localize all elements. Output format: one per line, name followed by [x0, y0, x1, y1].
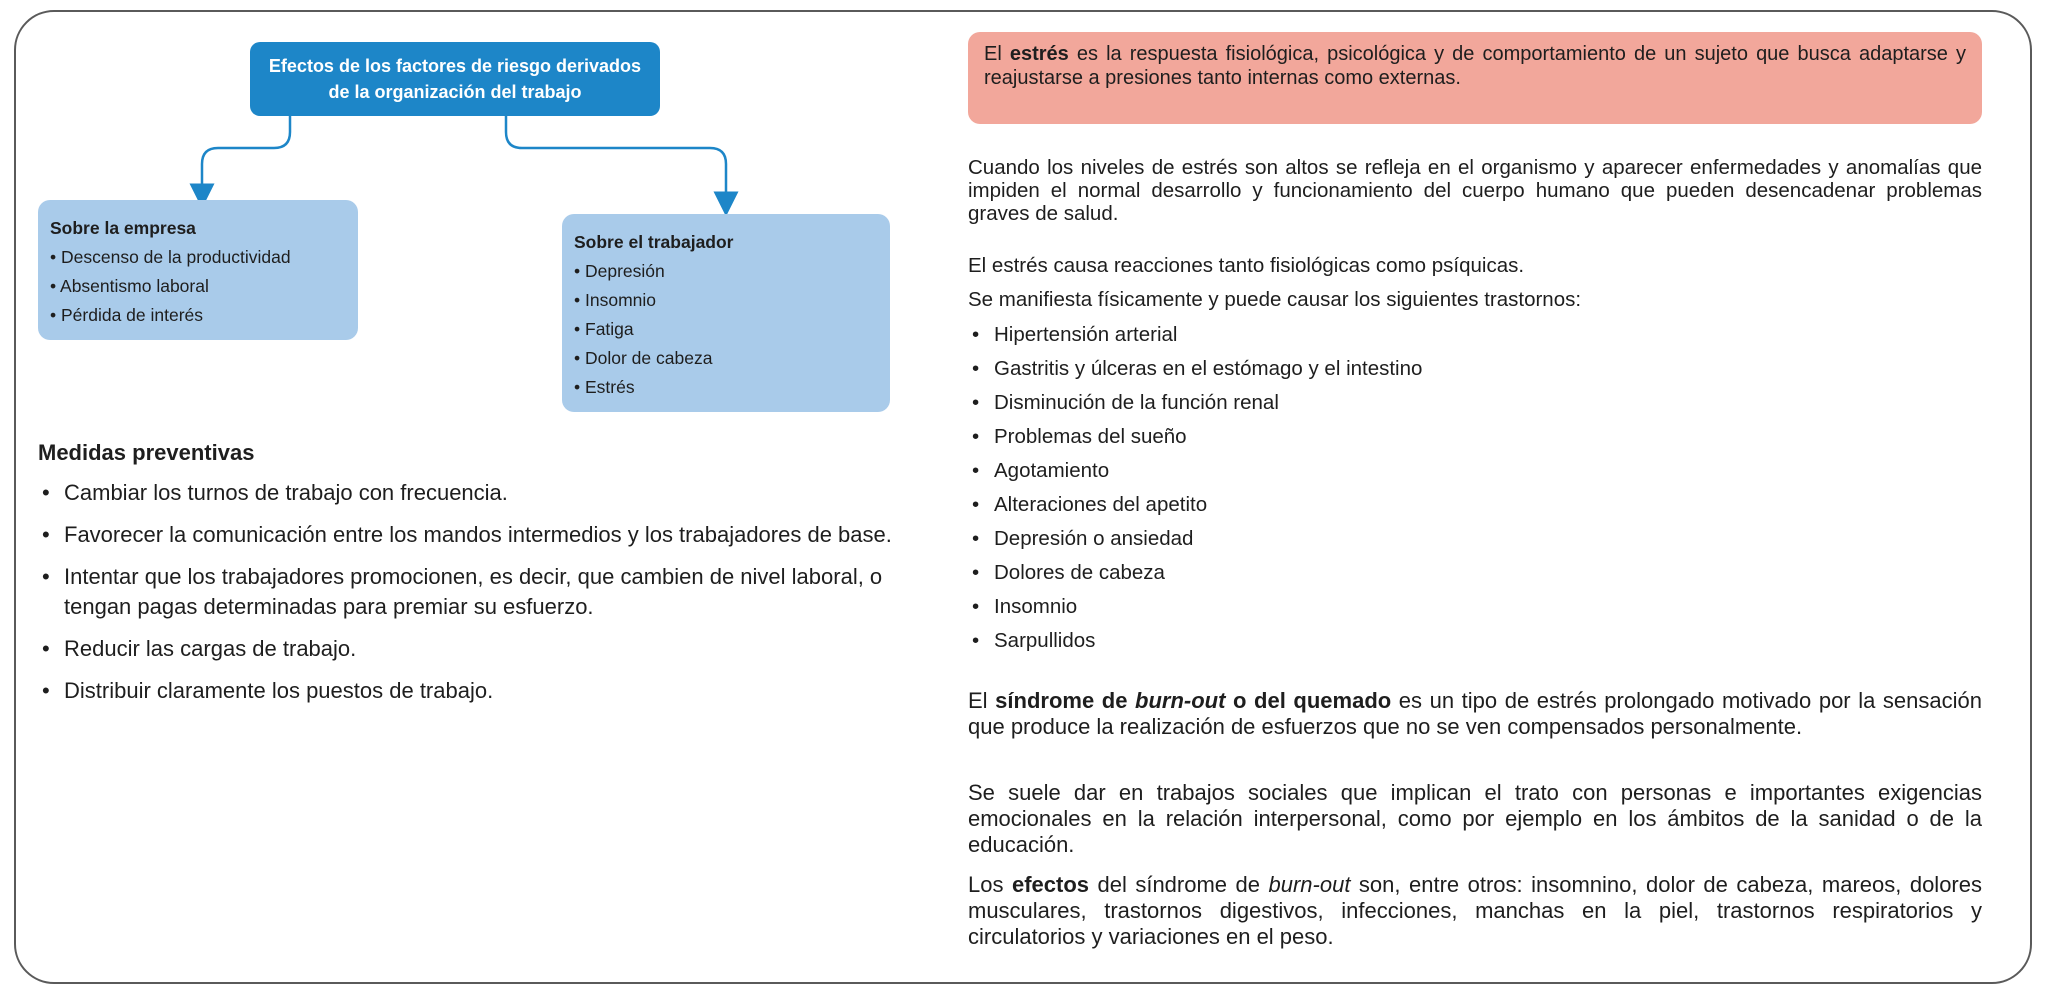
trabajador-item: • Estrés [574, 373, 878, 402]
p6-italic: burn-out [1268, 872, 1351, 897]
medida-item: • Reducir las cargas de trabajo. [38, 634, 918, 664]
symptom-item: • Depresión o ansiedad [968, 522, 1422, 556]
estres-paragraph-2: El estrés causa reacciones tanto fisiológicas como psíquicas. [968, 254, 1525, 277]
empresa-title: Sobre la empresa [50, 218, 196, 238]
symptom-item: • Dolores de cabeza [968, 556, 1422, 590]
burnout-paragraph-1 [968, 688, 1982, 740]
p4-pre: El [968, 688, 996, 713]
estres-paragraph-3: Se manifiesta físicamente y puede causar los siguientes trastornos: [968, 288, 1582, 311]
estres-definition-box [968, 32, 1982, 124]
medida-item: • Favorecer la comunicación entre los mandos intermedios y los trabajadores de base. [38, 520, 918, 550]
symptom-item: • Alteraciones del apetito [968, 488, 1422, 522]
connector-left [202, 116, 290, 196]
p4-term3: o del quemado [1225, 688, 1392, 713]
p4-term2: burn-out [1135, 688, 1226, 713]
empresa-item: • Descenso de la productividad [50, 243, 346, 272]
p4-post: es un tipo de estrés prolongado motivado por la sensación que produce la realización de esfuerzos que no se ven compensados personalmente. [968, 688, 1982, 739]
p6-post: son, entre otros: insomnino, dolor de cabeza, mareos, dolores musculares, trastornos digestivos, infecciones, manchas en la piel, trastornos respiratorios y circulatorios y variaciones en el peso. [968, 872, 1982, 949]
symptom-item: • Insomnio [968, 590, 1422, 624]
empresa-item: • Absentismo laboral [50, 272, 346, 301]
p6-pre: Los [968, 872, 1012, 897]
medidas-title: Medidas preventivas [38, 440, 255, 465]
trabajador-item: • Insomnio [574, 286, 878, 315]
symptom-item: • Gastritis y úlceras en el estómago y el intestino [968, 352, 1422, 386]
p6-mid: del síndrome de [1089, 872, 1269, 897]
empresa-item: • Pérdida de interés [50, 301, 346, 330]
symptom-item: • Hipertensión arterial [968, 318, 1422, 352]
estres-paragraph-1: Cuando los niveles de estrés son altos se refleja en el organismo y aparecer enfermedades y anomalías que impiden el normal desarrollo y funcionamiento del cuerpo humano que pueden desencadenar problemas graves de salud. [968, 156, 1982, 225]
def-term: estrés [1009, 43, 1069, 65]
p6-term: efectos [1011, 872, 1090, 897]
diagram-root-line-2: de la organización del trabajo [328, 82, 582, 102]
burnout-paragraph-2: Se suele dar en trabajos sociales que implican el trato con personas e importantes exigencias emocionales en la relación interpersonal, como por ejemplo en los ámbitos de la sanidad o de la educación. [968, 780, 1982, 857]
trabajador-item: • Fatiga [574, 315, 878, 344]
symptom-item: • Agotamiento [968, 454, 1422, 488]
diagram-root-line-1: Efectos de los factores de riesgo derivados [268, 56, 642, 76]
trabajador-item: • Dolor de cabeza [574, 344, 878, 373]
diagram-box-empresa [38, 200, 358, 340]
burnout-paragraph-3 [968, 872, 1982, 950]
medidas-list [38, 478, 918, 718]
trabajador-item: • Depresión [574, 257, 878, 286]
symptoms-list [968, 318, 1422, 658]
trabajador-title: Sobre el trabajador [574, 232, 734, 252]
symptom-item: • Disminución de la función renal [968, 386, 1422, 420]
def-pre: El [984, 43, 1010, 65]
diagram-box-trabajador [562, 214, 890, 412]
connector-right [506, 116, 726, 204]
symptom-item: • Problemas del sueño [968, 420, 1422, 454]
medida-item: • Distribuir claramente los puestos de trabajo. [38, 676, 918, 706]
p4-term1: síndrome de [995, 688, 1136, 713]
symptom-item: • Sarpullidos [968, 624, 1422, 658]
medida-item: • Cambiar los turnos de trabajo con frecuencia. [38, 478, 918, 508]
def-post: es la respuesta fisiológica, psicológica y de comportamiento de un sujeto que busca adaptarse y reajustarse a presiones tanto internas como externas. [984, 43, 1966, 89]
medida-item: • Intentar que los trabajadores promocionen, es decir, que cambien de nivel laboral, o tengan pagas determinadas para premiar su esfuerzo. [38, 562, 918, 622]
